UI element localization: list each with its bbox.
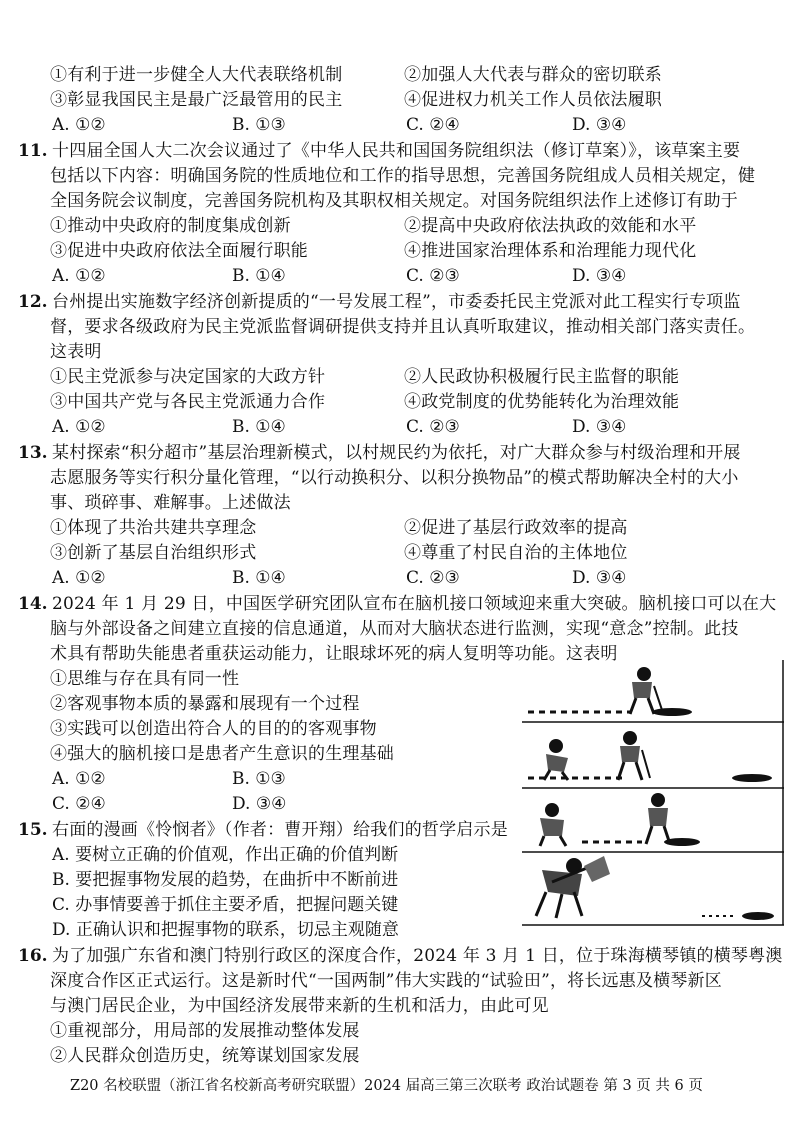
q14-item-2: ②客观事物本质的暴露和展现有一个过程 (50, 694, 360, 714)
q13-number: 13. (18, 443, 48, 463)
q16-stem-line: 深度合作区正式运行。这是新时代“一国两制”伟大实践的“试验田”，将长远惠及横琴新区 (50, 971, 722, 991)
q13-choice-b: B. ①④ (232, 568, 286, 588)
q14-number: 14. (18, 594, 48, 614)
q15-choice-d: D. 正确认识和把握事物的联系，切忌主观随意 (52, 920, 399, 940)
q10-item-1: ①有利于进一步健全人大代表联络机制 (50, 65, 343, 85)
q12-choice-a: A. ①② (52, 417, 106, 437)
page-footer: Z20 名校联盟（浙江省名校新高考研究联盟）2024 届高三第三次联考 政治试题卷 第 3 页 共 6 页 (70, 1078, 703, 1094)
q13-stem-line: 某村探索“积分超市”基层治理新模式，以村规民约为依托，对广大群众参与村级治理和开展 (52, 443, 741, 463)
q15-choice-b: B. 要把握事物发展的趋势，在曲折中不断前进 (52, 870, 399, 890)
q10-choice-d: D. ③④ (572, 115, 627, 135)
q12-item-4: ④政党制度的优势能转化为治理效能 (404, 392, 680, 412)
q14-choice-b: B. ①③ (232, 769, 286, 789)
q14-stem-line: 术具有帮助失能患者重获运动能力，让眼球坏死的病人复明等功能。这表明 (50, 644, 618, 664)
q11-choice-c: C. ②③ (406, 266, 460, 286)
q14-stem-line: 脑与外部设备之间建立直接的信息通道，从而对大脑状态进行监测，实现“意念”控制。此技 (50, 619, 739, 639)
q15-choice-a: A. 要树立正确的价值观，作出正确的价值判断 (52, 845, 399, 865)
q13-item-2: ②促进了基层行政效率的提高 (404, 518, 628, 538)
q15-stem-line: 右面的漫画《怜悯者》（作者：曹开翔）给我们的哲学启示是 (52, 820, 508, 840)
q15-number: 15. (18, 820, 48, 840)
q11-item-1: ①推动中央政府的制度集成创新 (50, 216, 291, 236)
q14-choice-a: A. ①② (52, 769, 106, 789)
q11-stem-line: 十四届全国人大二次会议通过了《中华人民共和国国务院组织法（修订草案）》，该草案主要 (52, 141, 741, 161)
q13-stem-line: 志愿服务等实行积分量化管理，“以行动换积分、以积分换物品”的模式帮助解决全村的大小 (50, 468, 739, 488)
q13-item-3: ③创新了基层自治组织形式 (50, 543, 257, 563)
q10-item-3: ③彰显我国民主是最广泛最管用的民主 (50, 90, 343, 110)
q11-stem-line: 全国务院会议制度，完善国务院机构及其职权相关规定。对国务院组织法作上述修订有助于 (50, 191, 738, 211)
q12-stem-line: 台州提出实施数字经济创新提质的“一号发展工程”，市委委托民主党派对此工程实行专项监 (52, 292, 741, 312)
q14-choice-c: C. ②④ (52, 794, 106, 814)
q11-number: 11. (18, 141, 48, 161)
q14-choice-d: D. ③④ (232, 794, 287, 814)
q12-choice-c: C. ②③ (406, 417, 460, 437)
q12-choice-d: D. ③④ (572, 417, 627, 437)
q10-item-4: ④促进权力机关工作人员依法履职 (404, 90, 662, 110)
q11-choice-a: A. ①② (52, 266, 106, 286)
q11-stem-line: 包括以下内容：明确国务院的性质地位和工作的指导思想，完善国务院组成人员相关规定，健 (50, 166, 756, 186)
q12-item-2: ②人民政协积极履行民主监督的职能 (404, 367, 680, 387)
q11-choice-d: D. ③④ (572, 266, 627, 286)
q13-item-4: ④尊重了村民自治的主体地位 (404, 543, 628, 563)
q10-choice-c: C. ②④ (406, 115, 460, 135)
q13-item-1: ①体现了共治共建共享理念 (50, 518, 257, 538)
q11-item-2: ②提高中央政府依法执政的效能和水平 (404, 216, 697, 236)
q15-choice-c: C. 办事情要善于抓住主要矛盾，把握问题关键 (52, 895, 399, 915)
cartoon-panel-2 (528, 731, 772, 782)
cartoon-panel-4 (536, 856, 774, 920)
q11-item-4: ④推进国家治理体系和治理能力现代化 (404, 241, 697, 261)
q10-choice-b: B. ①③ (232, 115, 286, 135)
cartoon-illustration (522, 660, 784, 926)
q12-item-3: ③中国共产党与各民主党派通力合作 (50, 392, 326, 412)
q13-stem-line: 事、琐碎事、难解事。上述做法 (50, 493, 291, 513)
q10-item-2: ②加强人大代表与群众的密切联系 (404, 65, 662, 85)
q12-choice-b: B. ①④ (232, 417, 286, 437)
q14-item-3: ③实践可以创造出符合人的目的的客观事物 (50, 719, 377, 739)
q12-item-1: ①民主党派参与决定国家的大政方针 (50, 367, 326, 387)
q10-choice-a: A. ①② (52, 115, 106, 135)
cartoon-panel-3 (540, 793, 700, 846)
q12-stem-line: 督，要求各级政府为民主党派监督调研提供支持并且认真听取建议，推动相关部门落实责任。 (50, 317, 756, 337)
q16-item-1: ①重视部分，用局部的发展推动整体发展 (50, 1021, 360, 1041)
q13-choice-d: D. ③④ (572, 568, 627, 588)
q12-stem-line: 这表明 (50, 342, 102, 362)
q12-number: 12. (18, 292, 48, 312)
q11-choice-b: B. ①④ (232, 266, 286, 286)
q11-item-3: ③促进中央政府依法全面履行职能 (50, 241, 308, 261)
q14-stem-line: 2024 年 1 月 29 日，中国医学研究团队宣布在脑机接口领域迎来重大突破。脑机接口可以在大 (52, 594, 777, 614)
q16-number: 16. (18, 946, 48, 966)
q14-item-1: ①思维与存在具有同一性 (50, 669, 240, 689)
q13-choice-c: C. ②③ (406, 568, 460, 588)
q16-item-2: ②人民群众创造历史，统筹谋划国家发展 (50, 1046, 360, 1066)
q13-choice-a: A. ①② (52, 568, 106, 588)
q16-stem-line: 为了加强广东省和澳门特别行政区的深度合作，2024 年 3 月 1 日，位于珠海横琴镇的横琴粤澳 (52, 946, 783, 966)
q14-item-4: ④强大的脑机接口是患者产生意识的生理基础 (50, 744, 394, 764)
q16-stem-line: 与澳门居民企业，为中国经济发展带来新的生机和活力，由此可见 (50, 996, 549, 1016)
cartoon-panel-1 (528, 667, 692, 716)
